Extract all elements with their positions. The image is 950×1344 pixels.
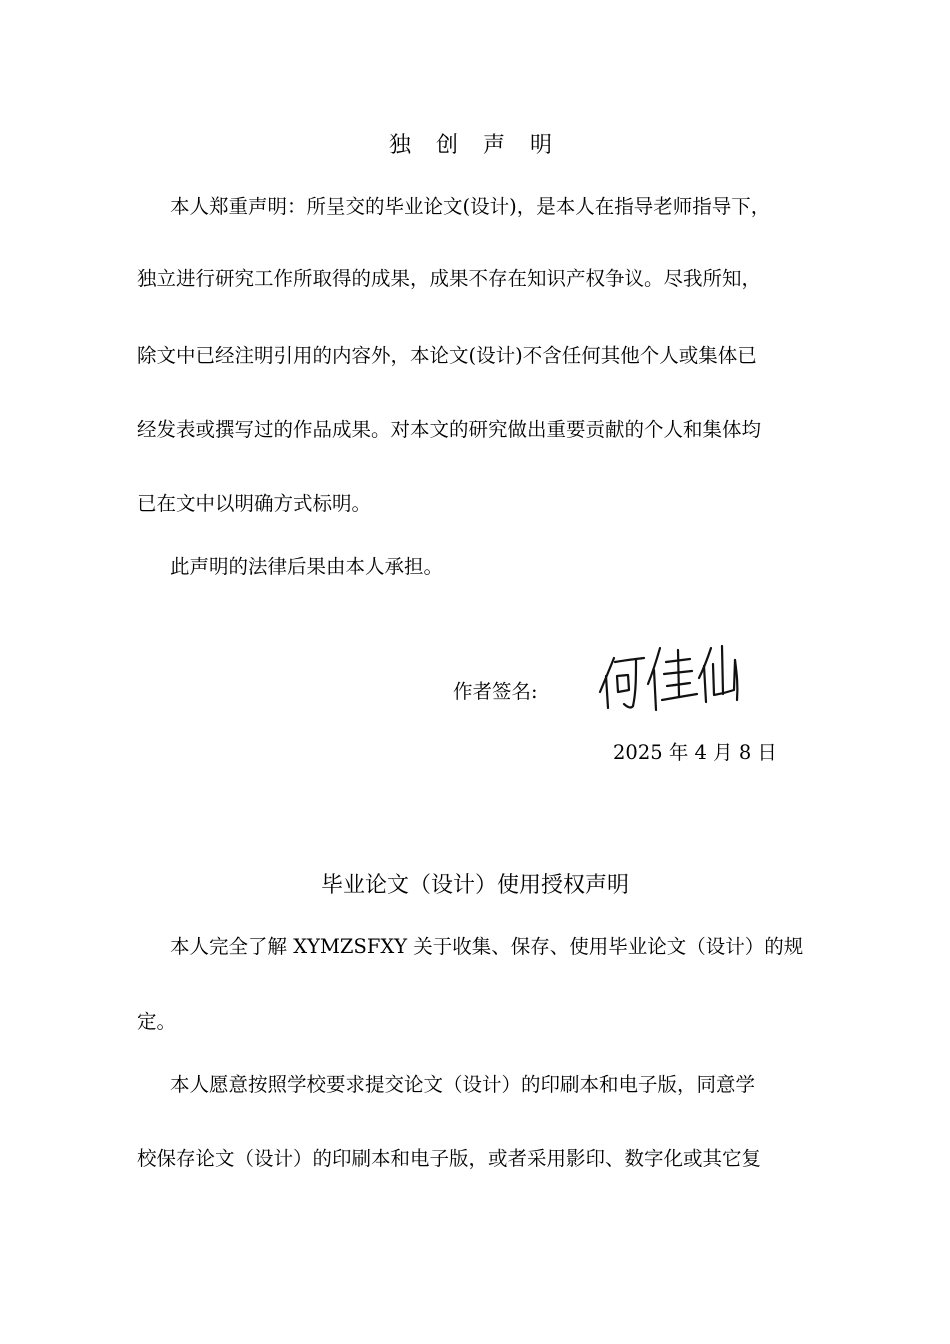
originality-declaration-title: 独 创 声 明 [389, 133, 561, 158]
declaration-paragraph-line: 除文中已经注明引用的内容外，本论文(设计)不含任何其他个人或集体已 [137, 344, 757, 367]
declaration-paragraph-line: 经发表或撰写过的作品成果。对本文的研究做出重要贡献的个人和集体均 [137, 418, 762, 441]
authorization-paragraph-line: 校保存论文（设计）的印刷本和电子版，或者采用影印、数字化或其它复 [137, 1147, 762, 1170]
declaration-paragraph-line: 本人郑重声明：所呈交的毕业论文(设计)，是本人在指导老师指导下， [170, 195, 771, 218]
authorization-paragraph-line: 本人完全了解 XYMZSFXY 关于收集、保存、使用毕业论文（设计）的规 [170, 935, 804, 958]
author-signature-label: 作者签名: [453, 680, 538, 703]
authorization-paragraph-line: 本人愿意按照学校要求提交论文（设计）的印刷本和电子版，同意学 [170, 1073, 756, 1096]
declaration-date: 2025 年 4 月 8 日 [613, 741, 777, 764]
legal-consequence-statement: 此声明的法律后果由本人承担。 [170, 555, 444, 578]
authorization-declaration-title: 毕业论文（设计）使用授权声明 [320, 873, 629, 898]
declaration-paragraph-line: 独立进行研究工作所取得的成果，成果不存在知识产权争议。尽我所知， [137, 267, 762, 290]
declaration-paragraph-line: 已在文中以明确方式标明。 [137, 492, 372, 515]
author-handwritten-signature [596, 640, 741, 718]
authorization-paragraph-line: 定。 [137, 1010, 177, 1033]
